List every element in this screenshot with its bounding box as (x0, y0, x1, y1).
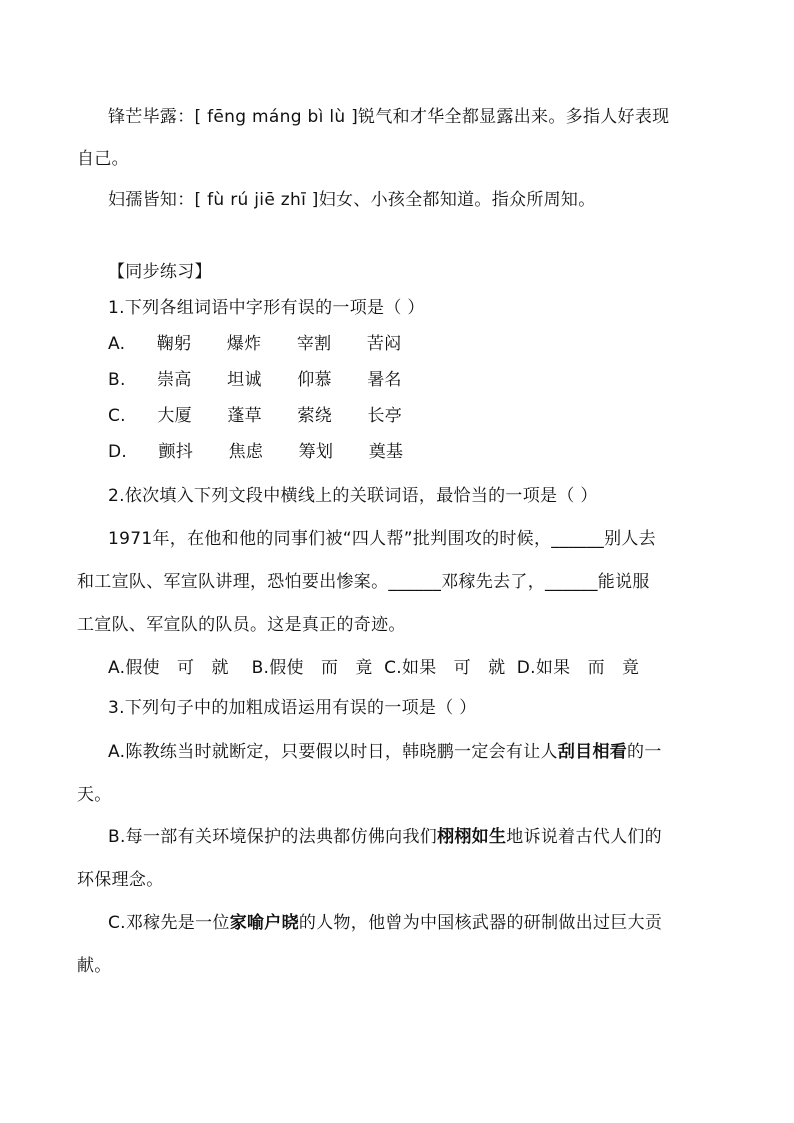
question-3-option-b-line-2: 环保理念。 (77, 870, 164, 890)
option-word: 蓬草 (227, 406, 262, 426)
option-text: 的一 (627, 742, 662, 762)
definition-2-line-1: 妇孺皆知：[ fù rú jiē zhī ]妇女、小孩全都知道。指众所周知。 (108, 190, 596, 210)
option-text: B.每一部有关环境保护的法典都仿佛向我们 (108, 827, 438, 847)
question-3-option-b-line-1 (108, 826, 662, 848)
section-title: 【同步练习】 (108, 262, 212, 282)
option-text: 的人物，他曾为中国核武器的研制做出过巨大贡 (298, 913, 663, 933)
question-2-options: A.假使 可 就 B.假使 而 竟 C.如果 可 就 D.如果 而 竟 (108, 658, 640, 678)
option-word: 焦虑 (228, 442, 264, 462)
question-2-passage-line-2: 和工宣队、军宣队讲理，恐怕要出惨案。______邓稼先去了，______能说服 (77, 572, 650, 592)
question-1-option-a (108, 333, 402, 355)
question-1-option-b (108, 369, 402, 391)
question-3-option-a-line-2: 天。 (77, 785, 112, 805)
definition-1-line-1: 锋芒毕露：[ fēng máng bì lù ]锐气和才华全都显露出来。多指人好表现 (108, 107, 670, 127)
bold-idiom: 家喻户晓 (229, 913, 299, 933)
option-word: 暑名 (367, 370, 402, 390)
option-word: 长亭 (367, 406, 403, 426)
question-2-passage-line-3: 工宣队、军宣队的队员。这是真正的奇迹。 (77, 615, 406, 635)
option-word: 萦绕 (297, 406, 333, 426)
option-word: 苦闷 (366, 334, 402, 354)
question-1-option-c (108, 405, 402, 427)
option-label: D. (108, 442, 128, 462)
option-text: C.邓稼先是一位 (108, 913, 230, 933)
definition-1-line-2: 自己。 (77, 149, 129, 169)
bold-idiom: 刮目相看 (557, 742, 628, 762)
option-text: A.陈教练当时就断定，只要假以时日，韩晓鹏一定会有让人 (108, 742, 558, 762)
option-word: 奠基 (368, 442, 404, 462)
question-1-option-d (108, 441, 403, 463)
option-word: 崇高 (157, 370, 192, 390)
option-word: 大厦 (157, 406, 192, 426)
question-3-option-c-line-2: 献。 (77, 956, 112, 976)
option-word: 仰慕 (297, 370, 332, 390)
question-1-stem: 1.下列各组词语中字形有误的一项是（ ） (108, 298, 425, 318)
option-text: 地诉说着古代人们的 (506, 827, 662, 847)
option-word: 鞠躬 (156, 334, 192, 354)
option-word: 筹划 (298, 442, 334, 462)
option-word: 宰割 (296, 334, 332, 354)
question-3-option-a-line-1 (108, 741, 662, 763)
question-3-option-c-line-1 (108, 912, 662, 934)
option-label: B. (108, 370, 126, 390)
question-3-stem: 3.下列句子中的加粗成语运用有误的一项是（ ） (108, 698, 477, 718)
bold-idiom: 栩栩如生 (437, 827, 507, 847)
question-2-stem: 2.依次填入下列文段中横线上的关联词语，最恰当的一项是（ ） (108, 486, 598, 506)
option-word: 爆炸 (226, 334, 262, 354)
question-2-passage-line-1: 1971年，在他和他的同事们被“四人帮”批判围攻的时候，______别人去 (108, 529, 656, 549)
option-label: A. (108, 334, 126, 354)
option-word: 坦诚 (227, 370, 262, 390)
option-word: 颤抖 (158, 442, 194, 462)
option-label: C. (108, 406, 126, 426)
